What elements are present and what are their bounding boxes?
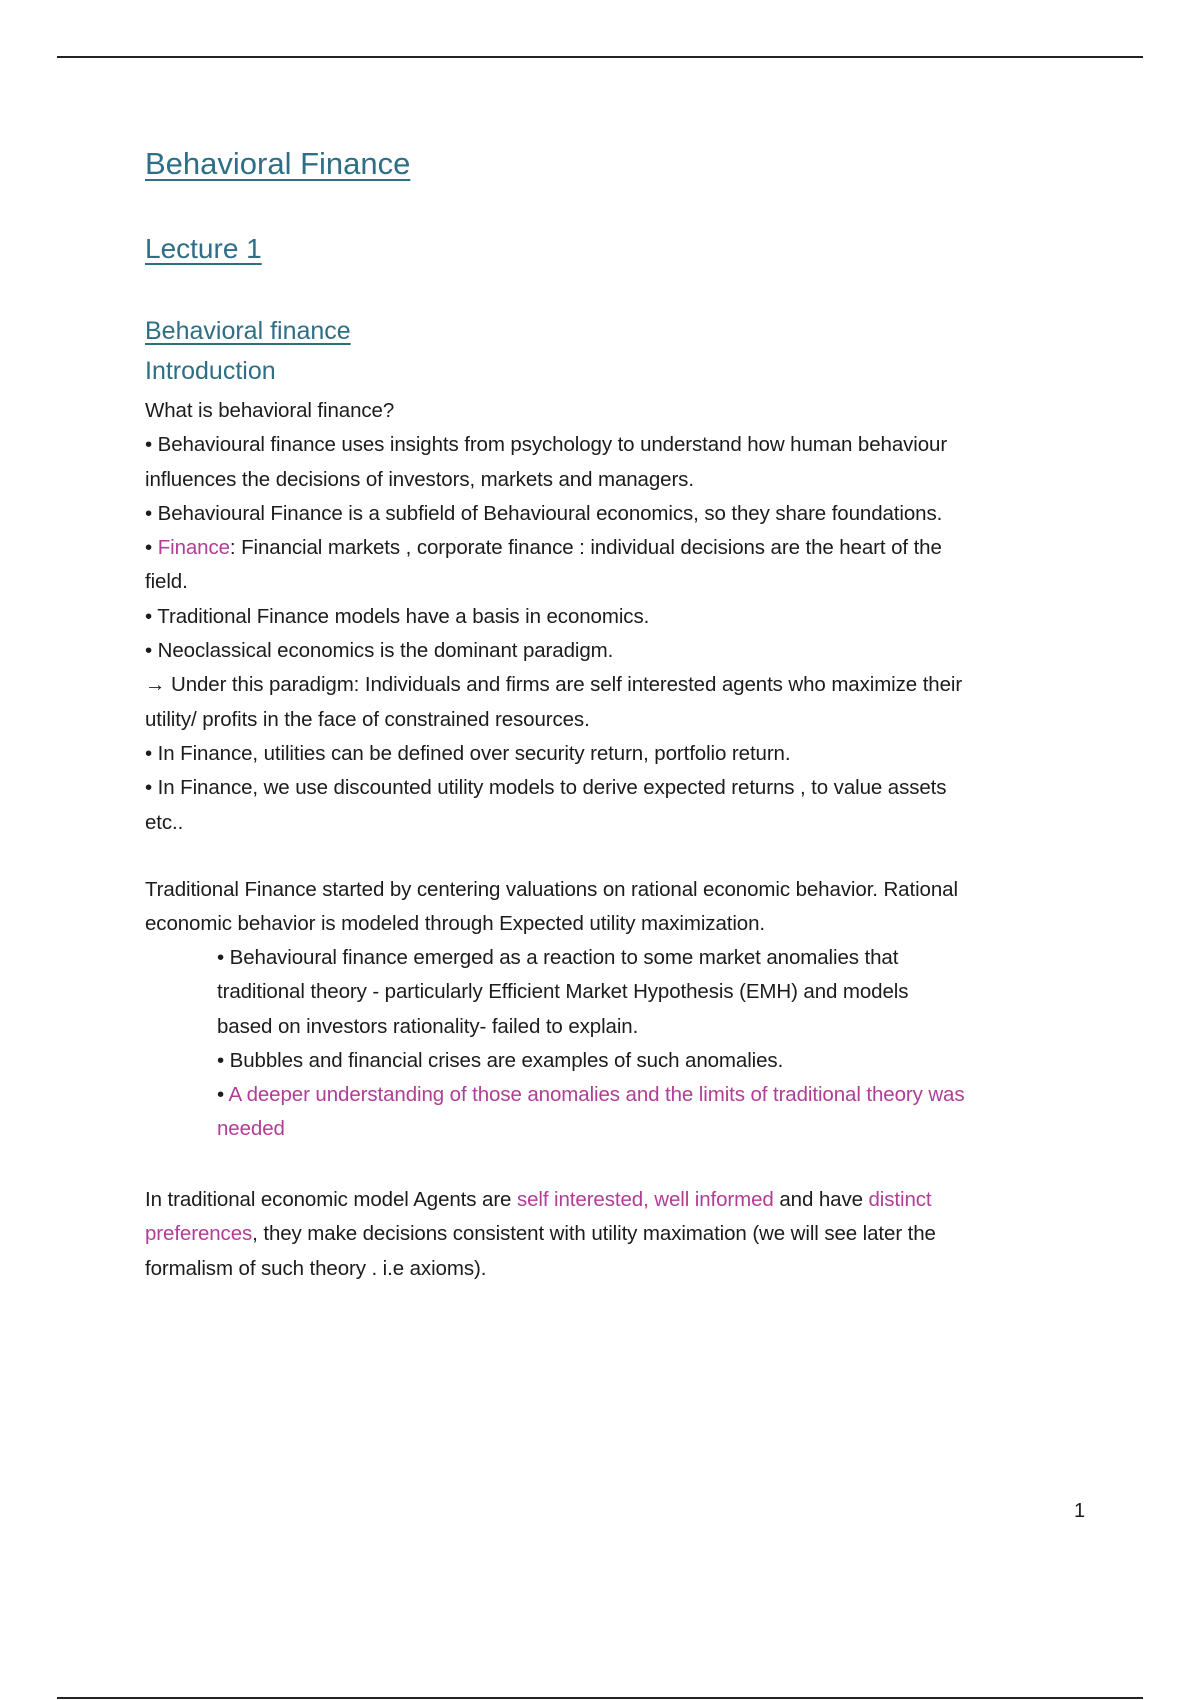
bullet-line: • Behavioural Finance is a subfield of Behavioural economics, so they share foundations. — [145, 501, 943, 525]
question-line: What is behavioral finance? — [145, 399, 395, 422]
bullet-line — [145, 531, 1095, 565]
paragraph-line — [145, 1183, 1095, 1217]
bullet-line: based on investors rationality- failed to explain. — [217, 1014, 639, 1038]
paragraph-line: formalism of such theory . i.e axioms). — [145, 1256, 487, 1280]
paragraph-line — [145, 1217, 1095, 1251]
paragraph-line: economic behavior is modeled through Expected utility maximization. — [145, 912, 766, 936]
subsection-heading: Introduction — [145, 357, 276, 385]
highlighted-term: distinct — [868, 1188, 932, 1211]
bullet-line: • Behavioural finance emerged as a reaction to some market anomalies that — [217, 946, 899, 969]
bullet-text: : Financial markets , corporate finance : individual decisions are the heart of the — [229, 536, 942, 560]
document-title: Behavioral Finance — [145, 146, 411, 181]
bullet-line: • In Finance, we use discounted utility models to derive expected returns , to value assets — [145, 776, 947, 800]
traditional-finance-paragraph — [145, 873, 1095, 942]
bullet-line: influences the decisions of investors, markets and managers. — [145, 467, 694, 491]
traditional-model-paragraph — [145, 1183, 1095, 1286]
paragraph-text: , they make decisions consistent with utility maximation (we will see later the — [252, 1222, 936, 1246]
bullet-line: etc.. — [145, 810, 184, 834]
bullet-line: traditional theory - particularly Efficient Market Hypothesis (EMH) and models — [217, 980, 909, 1004]
bullet-mark: • — [145, 536, 158, 560]
arrow-line: → Under this paradigm: Individuals and firms are self interested agents who maximize their — [145, 673, 963, 697]
bullet-line: field. — [145, 570, 188, 594]
paragraph-text: and have — [773, 1188, 869, 1211]
top-rule — [57, 56, 1143, 58]
highlighted-term: self interested, well informed — [516, 1188, 774, 1211]
bullet-line: • Neoclassical economics is the dominant paradigm. — [145, 639, 614, 663]
bullet-mark: • — [217, 1083, 229, 1107]
highlighted-text: A deeper understanding of those anomalies and the limits of traditional theory was — [228, 1083, 965, 1107]
lecture-heading: Lecture 1 — [145, 233, 262, 264]
indented-bullet-list — [217, 941, 1097, 1147]
bullet-line: • Traditional Finance models have a basis in economics. — [145, 604, 650, 628]
paragraph-line: Traditional Finance started by centering valuations on rational economic behavior. Rational — [145, 878, 958, 901]
bottom-rule — [57, 1697, 1143, 1699]
section-heading: Behavioral finance — [145, 317, 351, 345]
highlighted-text: needed — [217, 1117, 285, 1141]
bullet-line — [217, 1078, 1097, 1112]
arrow-line: utility/ profits in the face of constrained resources. — [145, 707, 590, 731]
paragraph-text: In traditional economic model Agents are — [145, 1188, 517, 1211]
bullet-line: • Bubbles and financial crises are examples of such anomalies. — [217, 1048, 784, 1072]
bullet-line: • In Finance, utilities can be defined over security return, portfolio return. — [145, 741, 791, 765]
intro-block — [145, 394, 1095, 840]
highlighted-term: preferences — [145, 1222, 253, 1246]
page-number: 1 — [1074, 1500, 1086, 1522]
bullet-line: • Behavioural finance uses insights from psychology to understand how human behaviour — [145, 433, 948, 457]
highlighted-term: Finance — [157, 536, 230, 560]
